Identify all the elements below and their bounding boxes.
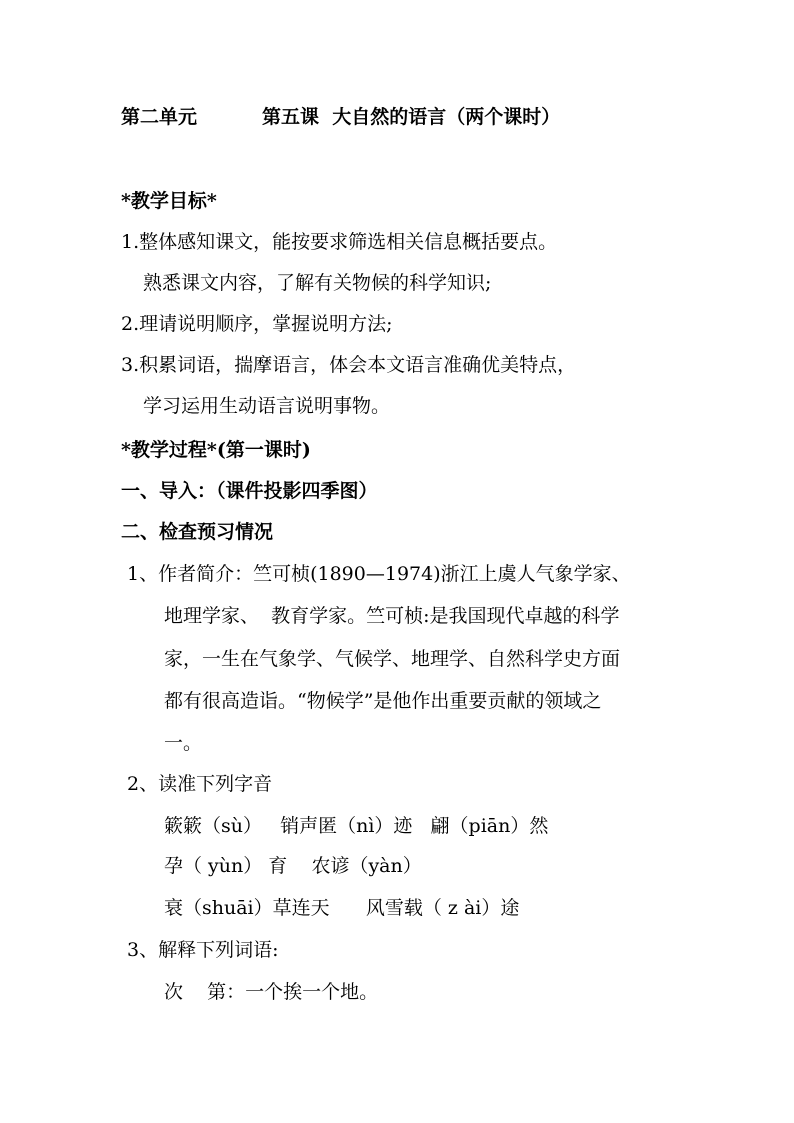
objective-item: 1.整体感知课文，能按要求筛选相关信息概括要点。 <box>121 231 558 253</box>
objective-item: 学习运用生动语言说明事物。 <box>143 395 391 417</box>
unit-title: 第二单元 <box>121 106 198 128</box>
vocab-line: 次 第：一个挨一个地。 <box>164 981 379 1003</box>
process-heading: *教学过程*(第一课时) <box>121 439 311 461</box>
vocab-heading: 3、解释下列词语: <box>127 939 279 961</box>
author-line: 一。 <box>164 732 203 754</box>
lesson-title: 第五课 大自然的语言（两个课时） <box>262 106 561 128</box>
section-preview: 二、检查预习情况 <box>121 521 274 543</box>
pronunciation-heading: 2、读准下列字音 <box>127 773 273 795</box>
pronunciation-line: 孕（ yùn） 育 农谚（yàn） <box>164 855 422 877</box>
pronunciation-line: 簌簌（sù） 销声匿（nì）迹 翩（piān）然 <box>164 815 549 837</box>
author-line: 都有很高造诣。“物候学”是他作出重要贡献的领域之 <box>164 690 602 712</box>
author-line: 1、作者简介：竺可桢(1890—1974)浙江上虞人气象学家、 <box>127 563 631 585</box>
objective-item: 熟悉课文内容，了解有关物候的科学知识; <box>143 272 492 294</box>
objective-item: 3.积累词语，揣摩语言，体会本文语言准确优美特点， <box>121 354 577 376</box>
objective-item: 2.理请说明顺序，掌握说明方法; <box>121 313 393 335</box>
section-intro: 一、导入：（课件投影四季图） <box>121 480 378 502</box>
author-line: 家，一生在气象学、气候学、地理学、自然科学史方面 <box>164 648 621 670</box>
pronunciation-line: 衰（shuāi）草连天 风雪载（ z ài）途 <box>164 897 520 919</box>
objectives-heading: *教学目标* <box>121 190 217 212</box>
author-line: 地理学家、 教育学家。竺可桢:是我国现代卓越的科学 <box>164 605 620 627</box>
